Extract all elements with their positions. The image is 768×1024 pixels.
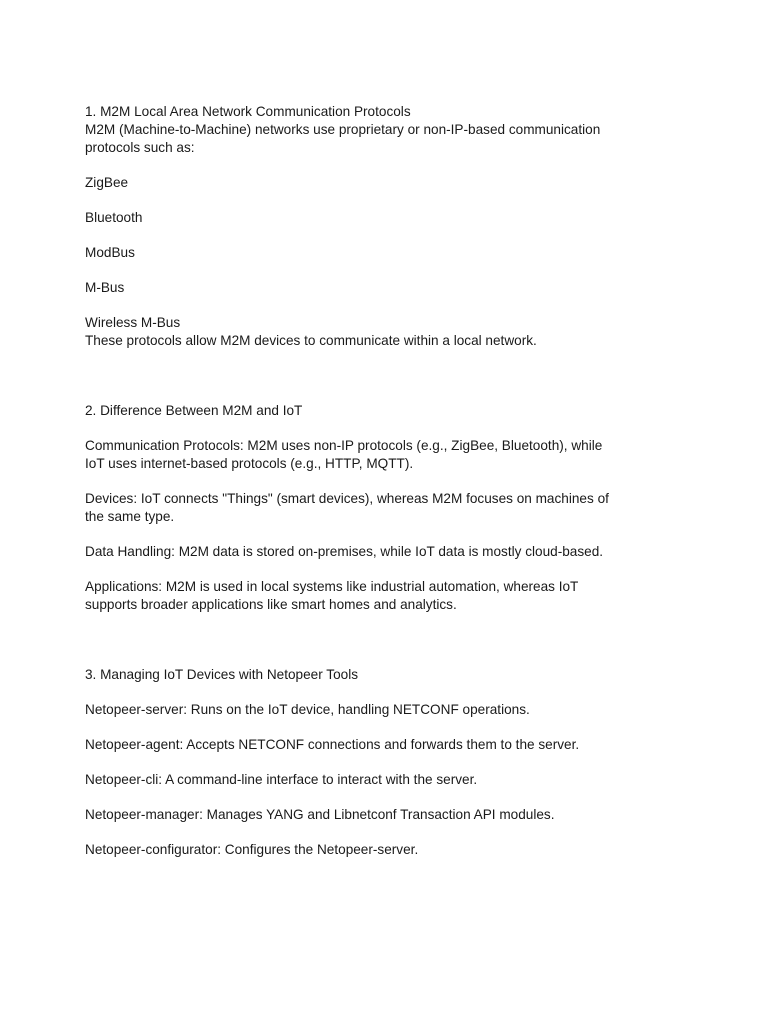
difference-item: Communication Protocols: M2M uses non-IP protocols (e.g., ZigBee, Bluetooth), while IoT uses internet-based protocols (e.g., HTTP, MQTT). — [85, 438, 603, 471]
difference-item: Applications: M2M is used in local systems like industrial automation, whereas IoT supports broader applications like smart homes and analytics. — [85, 579, 579, 612]
protocol-item: ModBus — [85, 245, 135, 260]
section2-heading: 2. Difference Between M2M and IoT — [85, 403, 303, 418]
netopeer-tool-item: Netopeer-manager: Manages YANG and Libnetconf Transaction API modules. — [85, 807, 555, 822]
netopeer-tool-item: Netopeer-server: Runs on the IoT device, handling NETCONF operations. — [85, 702, 530, 717]
netopeer-tool-item: Netopeer-agent: Accepts NETCONF connections and forwards them to the server. — [85, 737, 580, 752]
section1-closing: These protocols allow M2M devices to communicate within a local network. — [85, 333, 537, 348]
section3-heading: 3. Managing IoT Devices with Netopeer Tools — [85, 667, 359, 682]
protocol-item: M-Bus — [85, 280, 125, 295]
section1-intro: M2M (Machine-to-Machine) networks use proprietary or non-IP-based communication protocols such as: — [85, 122, 601, 155]
document-body — [85, 103, 625, 859]
protocol-item: ZigBee — [85, 175, 129, 190]
difference-item: Data Handling: M2M data is stored on-premises, while IoT data is mostly cloud-based. — [85, 544, 604, 559]
netopeer-tool-item: Netopeer-configurator: Configures the Netopeer-server. — [85, 842, 419, 857]
netopeer-tool-item: Netopeer-cli: A command-line interface to interact with the server. — [85, 772, 478, 787]
protocol-item: Bluetooth — [85, 210, 143, 225]
section1-heading: 1. M2M Local Area Network Communication Protocols — [85, 104, 411, 119]
difference-item: Devices: IoT connects "Things" (smart devices), whereas M2M focuses on machines of the same type. — [85, 491, 609, 524]
protocol-item: Wireless M-Bus — [85, 315, 181, 330]
